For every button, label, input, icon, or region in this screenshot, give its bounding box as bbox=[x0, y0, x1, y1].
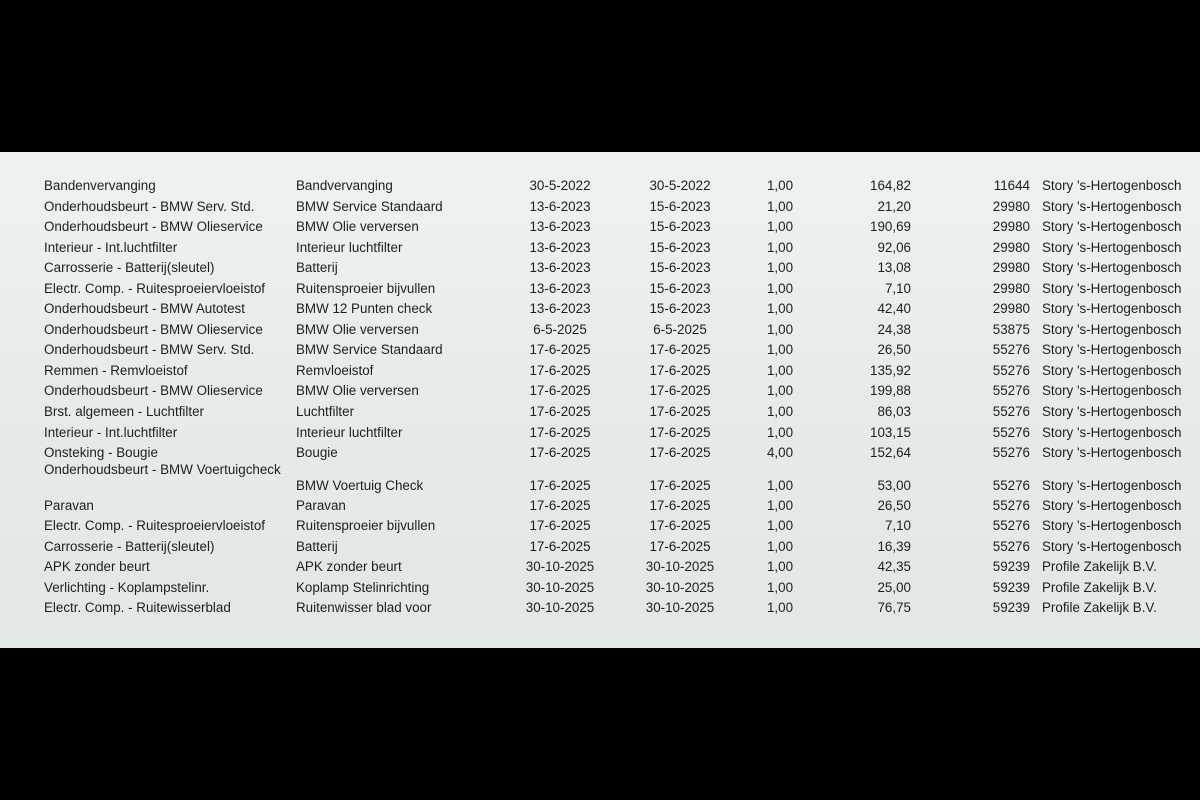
end-date-cell: 15-6-2023 bbox=[649, 219, 711, 235]
end-date-cell: 15-6-2023 bbox=[649, 198, 711, 214]
end-date-cell: 17-6-2025 bbox=[649, 424, 711, 440]
description-cell: BMW Voertuig Check bbox=[296, 477, 424, 493]
amount-cell: 21,20 bbox=[877, 198, 911, 214]
amount-cell: 190,69 bbox=[870, 219, 911, 235]
start-date-cell: 17-6-2025 bbox=[529, 445, 591, 461]
table-row bbox=[0, 516, 1200, 537]
mileage-cell: 55276 bbox=[992, 538, 1030, 554]
description-cell: APK zonder beurt bbox=[296, 559, 402, 575]
description-cell: BMW Olie verversen bbox=[296, 383, 419, 399]
dealer-cell: Story 's-Hertogenbosch bbox=[1042, 342, 1182, 358]
end-date-cell: 17-6-2025 bbox=[649, 477, 711, 493]
start-date-cell: 17-6-2025 bbox=[529, 477, 591, 493]
quantity-cell: 1,00 bbox=[766, 280, 794, 296]
quantity-cell: 1,00 bbox=[766, 362, 794, 378]
table-row bbox=[0, 381, 1200, 402]
table-row bbox=[0, 402, 1200, 423]
work-category-cell: Onderhoudsbeurt - BMW Voertuigcheck bbox=[44, 461, 281, 477]
amount-cell: 26,50 bbox=[877, 342, 911, 358]
work-category-cell: Brst. algemeen - Luchtfilter bbox=[44, 404, 205, 420]
table-row bbox=[0, 578, 1200, 599]
start-date-cell: 13-6-2023 bbox=[529, 260, 591, 276]
quantity-cell: 1,00 bbox=[766, 321, 794, 337]
mileage-cell: 53875 bbox=[992, 321, 1030, 337]
end-date-cell: 17-6-2025 bbox=[649, 445, 711, 461]
start-date-cell: 13-6-2023 bbox=[529, 280, 591, 296]
description-cell: BMW Olie verversen bbox=[296, 219, 419, 235]
mileage-cell: 55276 bbox=[992, 424, 1030, 440]
description-cell: Interieur luchtfilter bbox=[296, 239, 403, 255]
mileage-cell: 55276 bbox=[992, 477, 1030, 493]
amount-cell: 152,64 bbox=[870, 445, 911, 461]
start-date-cell: 17-6-2025 bbox=[529, 383, 591, 399]
work-category-cell: Interieur - Int.luchtfilter bbox=[44, 424, 178, 440]
amount-cell: 26,50 bbox=[877, 497, 911, 513]
work-category-cell: Onderhoudsbeurt - BMW Olieservice bbox=[44, 321, 263, 337]
description-cell: Interieur luchtfilter bbox=[296, 424, 403, 440]
dealer-cell: Story 's-Hertogenbosch bbox=[1042, 383, 1182, 399]
amount-cell: 76,75 bbox=[877, 600, 911, 616]
description-cell: Ruitensproeier bijvullen bbox=[296, 518, 436, 534]
quantity-cell: 1,00 bbox=[766, 260, 794, 276]
description-cell: BMW 12 Punten check bbox=[296, 301, 433, 317]
end-date-cell: 30-10-2025 bbox=[645, 600, 715, 616]
mileage-cell: 55276 bbox=[992, 362, 1030, 378]
end-date-cell: 17-6-2025 bbox=[649, 404, 711, 420]
amount-cell: 7,10 bbox=[884, 518, 911, 534]
table-row bbox=[0, 443, 1200, 464]
description-cell: BMW Service Standaard bbox=[296, 198, 443, 214]
printed-sheet bbox=[0, 152, 1200, 648]
mileage-cell: 29980 bbox=[992, 239, 1030, 255]
quantity-cell: 4,00 bbox=[766, 445, 794, 461]
quantity-cell: 1,00 bbox=[766, 497, 794, 513]
table-row bbox=[0, 176, 1200, 197]
end-date-cell: 15-6-2023 bbox=[649, 260, 711, 276]
amount-cell: 135,92 bbox=[870, 362, 911, 378]
end-date-cell: 30-5-2022 bbox=[649, 178, 711, 193]
table-row bbox=[0, 299, 1200, 320]
description-cell: Luchtfilter bbox=[296, 404, 355, 420]
quantity-cell: 1,00 bbox=[766, 178, 794, 193]
mileage-cell: 55276 bbox=[992, 383, 1030, 399]
quantity-cell: 1,00 bbox=[766, 219, 794, 235]
description-cell: Ruitensproeier bijvullen bbox=[296, 280, 436, 296]
amount-cell: 103,15 bbox=[870, 424, 911, 440]
work-category-cell: APK zonder beurt bbox=[44, 559, 150, 575]
amount-cell: 42,35 bbox=[877, 559, 911, 575]
quantity-cell: 1,00 bbox=[766, 579, 794, 595]
quantity-cell: 1,00 bbox=[766, 404, 794, 420]
work-category-cell: Onderhoudsbeurt - BMW Serv. Std. bbox=[44, 198, 255, 214]
dealer-cell: Story 's-Hertogenbosch bbox=[1042, 362, 1182, 378]
work-category-cell: Carrosserie - Batterij(sleutel) bbox=[44, 260, 215, 276]
dealer-cell: Profile Zakelijk B.V. bbox=[1042, 600, 1157, 616]
table-row bbox=[0, 238, 1200, 259]
description-cell: BMW Olie verversen bbox=[296, 321, 419, 337]
work-category-cell: Interieur - Int.luchtfilter bbox=[44, 239, 178, 255]
table-row bbox=[0, 598, 1200, 619]
start-date-cell: 17-6-2025 bbox=[529, 404, 591, 420]
table-row bbox=[0, 340, 1200, 361]
dealer-cell: Story 's-Hertogenbosch bbox=[1042, 301, 1182, 317]
table-row bbox=[0, 361, 1200, 382]
quantity-cell: 1,00 bbox=[766, 342, 794, 358]
end-date-cell: 6-5-2025 bbox=[653, 321, 707, 337]
description-cell: Batterij bbox=[296, 538, 338, 554]
work-category-cell: Paravan bbox=[44, 497, 94, 513]
work-category-cell: Onderhoudsbeurt - BMW Olieservice bbox=[44, 219, 263, 235]
quantity-cell: 1,00 bbox=[766, 600, 794, 616]
work-category-cell: Electr. Comp. - Ruitewisserblad bbox=[44, 600, 231, 616]
start-date-cell: 17-6-2025 bbox=[529, 518, 591, 534]
table-row bbox=[0, 320, 1200, 341]
end-date-cell: 15-6-2023 bbox=[649, 280, 711, 296]
start-date-cell: 30-10-2025 bbox=[525, 559, 595, 575]
work-category-cell: Remmen - Remvloeistof bbox=[44, 362, 188, 378]
table-row bbox=[0, 258, 1200, 279]
work-category-cell: Electr. Comp. - Ruitesproeiervloeistof bbox=[44, 280, 266, 296]
start-date-cell: 30-10-2025 bbox=[525, 579, 595, 595]
end-date-cell: 30-10-2025 bbox=[645, 579, 715, 595]
dealer-cell: Story 's-Hertogenbosch bbox=[1042, 445, 1182, 461]
table-row bbox=[0, 537, 1200, 558]
work-category-cell: Bandenvervanging bbox=[44, 178, 156, 193]
end-date-cell: 15-6-2023 bbox=[649, 301, 711, 317]
quantity-cell: 1,00 bbox=[766, 538, 794, 554]
end-date-cell: 17-6-2025 bbox=[649, 497, 711, 513]
amount-cell: 7,10 bbox=[884, 280, 911, 296]
end-date-cell: 17-6-2025 bbox=[649, 518, 711, 534]
table-row bbox=[0, 279, 1200, 300]
dealer-cell: Story 's-Hertogenbosch bbox=[1042, 424, 1182, 440]
mileage-cell: 29980 bbox=[992, 198, 1030, 214]
end-date-cell: 17-6-2025 bbox=[649, 383, 711, 399]
dealer-cell: Profile Zakelijk B.V. bbox=[1042, 559, 1157, 575]
amount-cell: 53,00 bbox=[877, 477, 911, 493]
start-date-cell: 13-6-2023 bbox=[529, 219, 591, 235]
dealer-cell: Story 's-Hertogenbosch bbox=[1042, 538, 1182, 554]
description-cell: Ruitenwisser blad voor bbox=[296, 600, 432, 616]
start-date-cell: 17-6-2025 bbox=[529, 424, 591, 440]
amount-cell: 42,40 bbox=[877, 301, 911, 317]
table-row bbox=[0, 423, 1200, 444]
mileage-cell: 29980 bbox=[992, 260, 1030, 276]
dealer-cell: Story 's-Hertogenbosch bbox=[1042, 260, 1182, 276]
start-date-cell: 30-10-2025 bbox=[525, 600, 595, 616]
description-cell: Bandvervanging bbox=[296, 178, 393, 193]
work-category-cell: Onderhoudsbeurt - BMW Olieservice bbox=[44, 383, 263, 399]
mileage-cell: 55276 bbox=[992, 342, 1030, 358]
dealer-cell: Story 's-Hertogenbosch bbox=[1042, 280, 1182, 296]
end-date-cell: 17-6-2025 bbox=[649, 342, 711, 358]
start-date-cell: 13-6-2023 bbox=[529, 239, 591, 255]
amount-cell: 92,06 bbox=[877, 239, 911, 255]
dealer-cell: Story 's-Hertogenbosch bbox=[1042, 321, 1182, 337]
dealer-cell: Story 's-Hertogenbosch bbox=[1042, 239, 1182, 255]
work-category-cell: Electr. Comp. - Ruitesproeiervloeistof bbox=[44, 518, 266, 534]
quantity-cell: 1,00 bbox=[766, 301, 794, 317]
mileage-cell: 29980 bbox=[992, 280, 1030, 296]
quantity-cell: 1,00 bbox=[766, 559, 794, 575]
table-row bbox=[0, 496, 1200, 517]
start-date-cell: 17-6-2025 bbox=[529, 497, 591, 513]
mileage-cell: 55276 bbox=[992, 518, 1030, 534]
quantity-cell: 1,00 bbox=[766, 383, 794, 399]
mileage-cell: 55276 bbox=[992, 497, 1030, 513]
table-row bbox=[0, 461, 1200, 496]
amount-cell: 86,03 bbox=[877, 404, 911, 420]
start-date-cell: 13-6-2023 bbox=[529, 198, 591, 214]
quantity-cell: 1,00 bbox=[766, 477, 794, 493]
work-category-cell: Onderhoudsbeurt - BMW Serv. Std. bbox=[44, 342, 255, 358]
amount-cell: 25,00 bbox=[877, 579, 911, 595]
mileage-cell: 11644 bbox=[993, 178, 1030, 193]
description-cell: Remvloeistof bbox=[296, 362, 374, 378]
table-row bbox=[0, 557, 1200, 578]
mileage-cell: 59239 bbox=[992, 559, 1030, 575]
description-cell: Bougie bbox=[296, 445, 338, 461]
mileage-cell: 55276 bbox=[992, 445, 1030, 461]
mileage-cell: 55276 bbox=[992, 404, 1030, 420]
quantity-cell: 1,00 bbox=[766, 239, 794, 255]
start-date-cell: 17-6-2025 bbox=[529, 538, 591, 554]
amount-cell: 13,08 bbox=[877, 260, 911, 276]
start-date-cell: 17-6-2025 bbox=[529, 362, 591, 378]
quantity-cell: 1,00 bbox=[766, 518, 794, 534]
start-date-cell: 17-6-2025 bbox=[529, 342, 591, 358]
amount-cell: 199,88 bbox=[870, 383, 911, 399]
work-category-cell: Onsteking - Bougie bbox=[44, 445, 158, 461]
amount-cell: 164,82 bbox=[870, 178, 911, 193]
dealer-cell: Profile Zakelijk B.V. bbox=[1042, 579, 1157, 595]
dealer-cell: Story 's-Hertogenbosch bbox=[1042, 518, 1182, 534]
work-category-cell: Onderhoudsbeurt - BMW Autotest bbox=[44, 301, 245, 317]
mileage-cell: 29980 bbox=[992, 301, 1030, 317]
service-history-table bbox=[0, 176, 1200, 619]
dealer-cell: Story 's-Hertogenbosch bbox=[1042, 404, 1182, 420]
description-cell: Paravan bbox=[296, 497, 346, 513]
description-cell: Batterij bbox=[296, 260, 338, 276]
description-cell: Koplamp Stelinrichting bbox=[296, 579, 430, 595]
amount-cell: 24,38 bbox=[877, 321, 911, 337]
quantity-cell: 1,00 bbox=[766, 198, 794, 214]
amount-cell: 16,39 bbox=[877, 538, 911, 554]
table-row bbox=[0, 197, 1200, 218]
work-category-cell: Carrosserie - Batterij(sleutel) bbox=[44, 538, 215, 554]
table-row bbox=[0, 217, 1200, 238]
end-date-cell: 30-10-2025 bbox=[645, 559, 715, 575]
mileage-cell: 59239 bbox=[992, 600, 1030, 616]
start-date-cell: 6-5-2025 bbox=[533, 321, 587, 337]
dealer-cell: Story 's-Hertogenbosch bbox=[1042, 497, 1182, 513]
work-category-cell: Verlichting - Koplampstelinr. bbox=[44, 579, 210, 595]
dealer-cell: Story 's-Hertogenbosch bbox=[1042, 219, 1182, 235]
mileage-cell: 29980 bbox=[992, 219, 1030, 235]
mileage-cell: 59239 bbox=[992, 579, 1030, 595]
end-date-cell: 17-6-2025 bbox=[649, 362, 711, 378]
start-date-cell: 30-5-2022 bbox=[529, 178, 591, 193]
dealer-cell: Story 's-Hertogenbosch bbox=[1042, 198, 1182, 214]
quantity-cell: 1,00 bbox=[766, 424, 794, 440]
description-cell: BMW Service Standaard bbox=[296, 342, 443, 358]
end-date-cell: 17-6-2025 bbox=[649, 538, 711, 554]
dealer-cell: Story 's-Hertogenbosch bbox=[1042, 477, 1182, 493]
end-date-cell: 15-6-2023 bbox=[649, 239, 711, 255]
start-date-cell: 13-6-2023 bbox=[529, 301, 591, 317]
dealer-cell: Story 's-Hertogenbosch bbox=[1042, 178, 1182, 193]
